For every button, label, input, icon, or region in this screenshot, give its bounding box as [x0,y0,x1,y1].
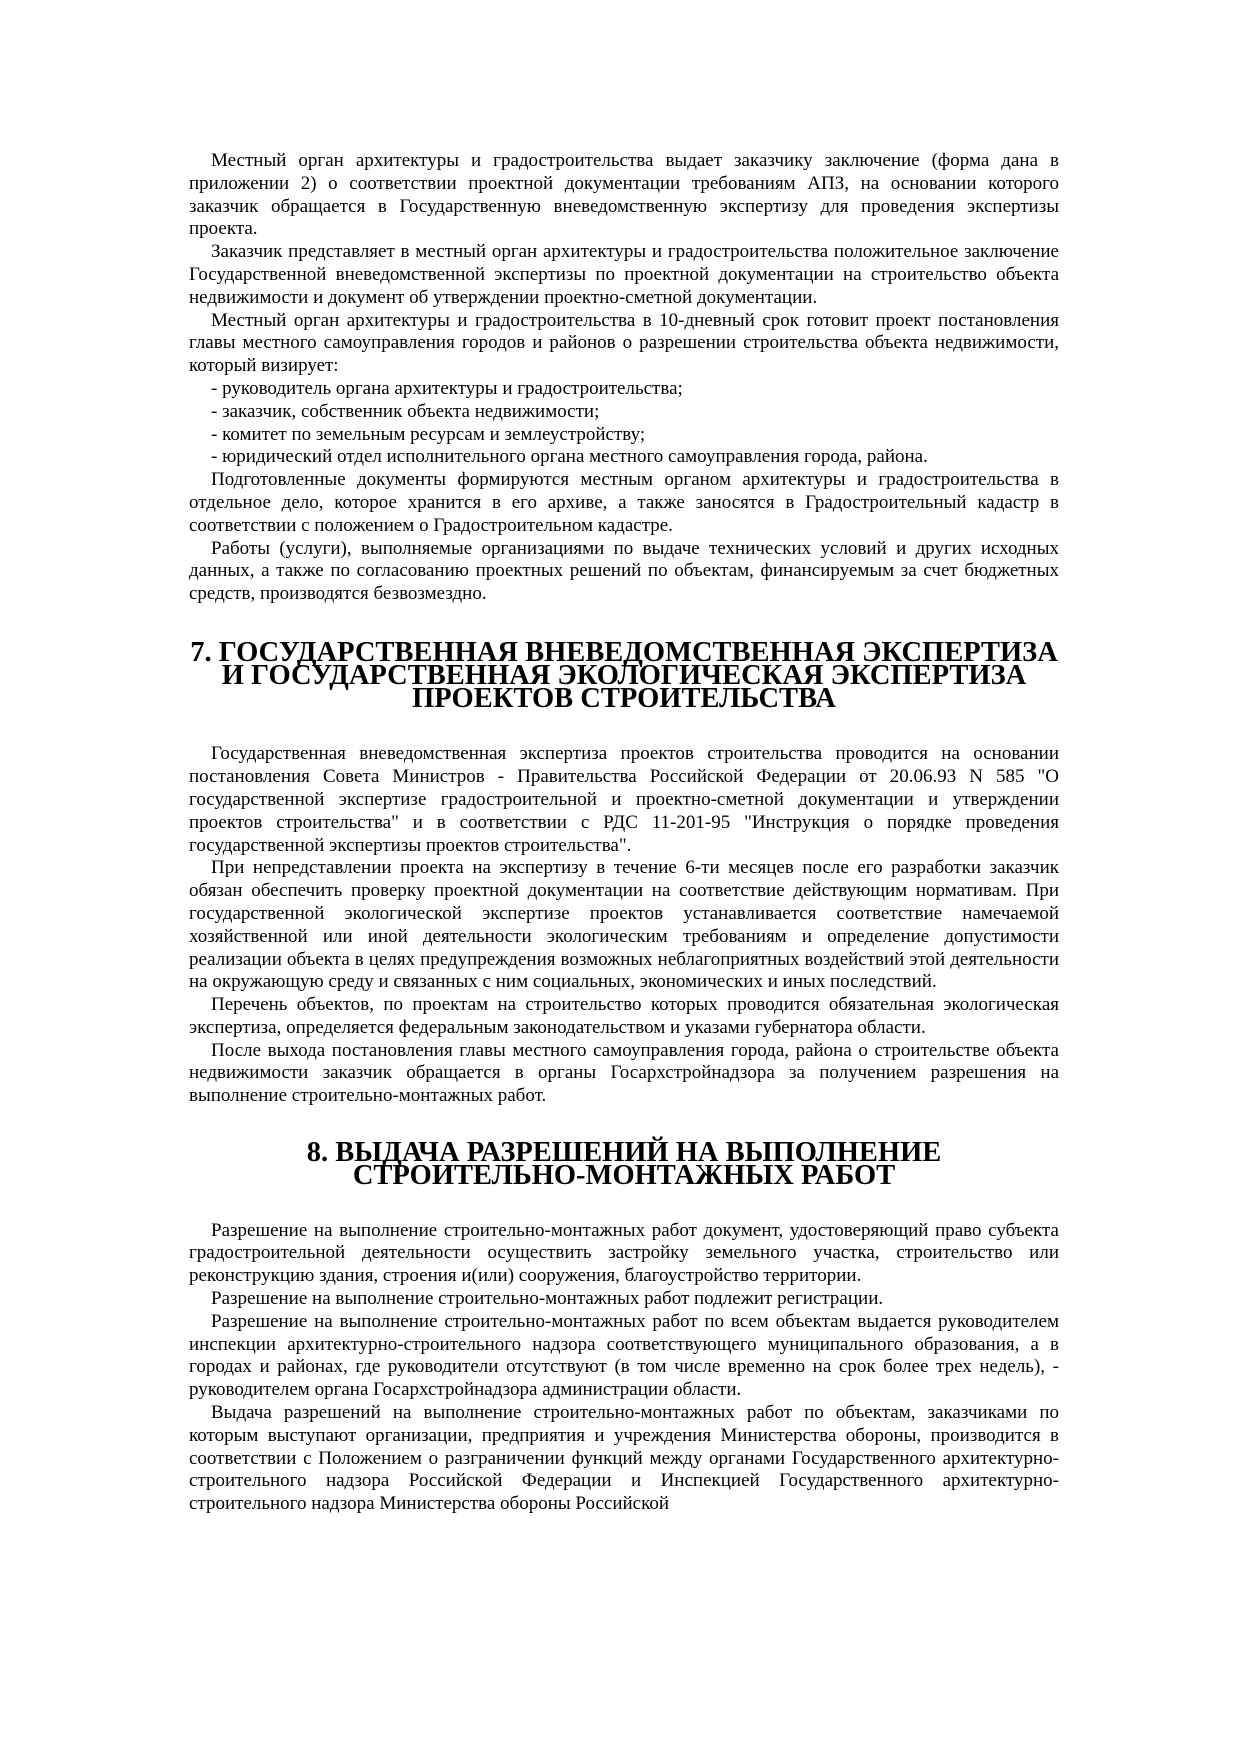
list-item: - комитет по земельным ресурсам и землеустройству; [211,423,646,445]
paragraph: Разрешение на выполнение строительно-монтажных работ по всем объектам выдается руководителем инспекции архитектурно-строительного надзора соответствующего муниципального образования, а в городах и районах, где руководители отсутствуют (в том числе временно на срок более трех недель), - руководителем органа Госархстройнадзора администрации области. [189,1310,1059,1401]
section-8-heading [189,1137,1059,1191]
heading-line: 7. ГОСУДАРСТВЕННАЯ ВНЕВЕДОМСТВЕННАЯ ЭКСПЕРТИЗА [190,636,1058,668]
paragraph: Местный орган архитектуры и градостроительства выдает заказчику заключение (форма дана в приложении 2) о соответствии проектной документации требованиям АПЗ, на основании которого заказчик обращается в Государственную вневедомственную экспертизу для проведения экспертизы проекта. [189,150,1059,240]
paragraph: Работы (услуги), выполняемые организациями по выдаче технических условий и других исходных данных, а также по согласованию проектных решений по объектам, финансируемым за счет бюджетных средств, производятся безвозмездно. [189,537,1059,605]
paragraph: Перечень объектов, по проектам на строительство которых проводится обязательная экологическая экспертиза, определяется федеральным законодательством и указами губернатора области. [189,994,1059,1038]
paragraph: Местный орган архитектуры и градостроительства в 10-дневный срок готовит проект постановления главы местного самоуправления городов и районов о разрешении строительства объекта недвижимости, который визирует: [189,309,1059,377]
heading-line: 8. ВЫДАЧА РАЗРЕШЕНИЙ НА ВЫПОЛНЕНИЕ [306,1137,942,1169]
heading-line: ПРОЕКТОВ СТРОИТЕЛЬСТВА [412,682,836,714]
section-7-heading [189,636,1059,714]
paragraph: Заказчик представляет в местный орган архитектуры и градостроительства положительное заключение Государственной вневедомственной экспертизы по проектной документации на строительство объекта недвижимости и документ об утверждении проектно-сметной документации. [189,241,1059,308]
heading-line: СТРОИТЕЛЬНО-МОНТАЖНЫХ РАБОТ [352,1159,896,1191]
paragraph: Выдача разрешений на выполнение строительно-монтажных работ по объектам, заказчиками по которым выступают организации, предприятия и учреждения Министерства обороны, производится в соответствии с Положением о разграничении функций между органами Государственного архитектурно-строительного надзора Российской Федерации и Инспекцией Государственного архитектурно-строительного надзора Министерства обороны Российской [189,1402,1059,1515]
paragraph: Разрешение на выполнение строительно-монтажных работ документ, удостоверяющий право субъекта градостроительной деятельности осуществить застройку земельного участка, строительство или реконструкцию здания, строения и(или) сооружения, благоустройство территории. [189,1219,1059,1287]
paragraph: При непредставлении проекта на экспертизу в течение 6-ти месяцев после его разработки заказчик обязан обеспечить проверку проектной документации на соответствие действующим нормативам. При государственной экологической экспертизе проектов устанавливается соответствие намечаемой хозяйственной или иной деятельности экологическим требованиям и определение допустимости реализации объекта в целях предупреждения возможных неблагоприятных воздействий этой деятельности на окружающую среду и связанных с ним социальных, экономических и иных последствий. [189,857,1059,993]
paragraph: Государственная вневедомственная экспертиза проектов строительства проводится на основании постановления Совета Министров - Правительства Российской Федерации от 20.06.93 N 585 "О государственной экспертизе градостроительной и проектно-сметной документации и утверждении проектов строительства" и в соответствии с РДС 11-201-95 "Инструкция о порядке проведения государственной экспертизы проектов строительства". [189,743,1059,856]
paragraph: Разрешение на выполнение строительно-монтажных работ подлежит регистрации. [211,1288,884,1310]
paragraph: После выхода постановления главы местного самоуправления города, района о строительстве объекта недвижимости заказчик обращается в органы Госархстройнадзора за получением разрешения на выполнение строительно-монтажных работ. [189,1039,1059,1107]
list-item: - юридический отдел исполнительного органа местного самоуправления города, района. [211,446,928,468]
document-page [189,150,1059,1516]
paragraph: Подготовленные документы формируются местным органом архитектуры и градостроительства в отдельное дело, которое хранится в его архиве, а также заносятся в Градостроительный кадастр в соответствии с положением о Градостроительном кадастре. [189,469,1059,536]
list-item: - руководитель органа архитектуры и градостроительства; [211,377,683,399]
list-item: - заказчик, собственник объекта недвижимости; [211,400,600,422]
heading-line: И ГОСУДАРСТВЕННАЯ ЭКОЛОГИЧЕСКАЯ ЭКСПЕРТИЗА [221,659,1027,691]
